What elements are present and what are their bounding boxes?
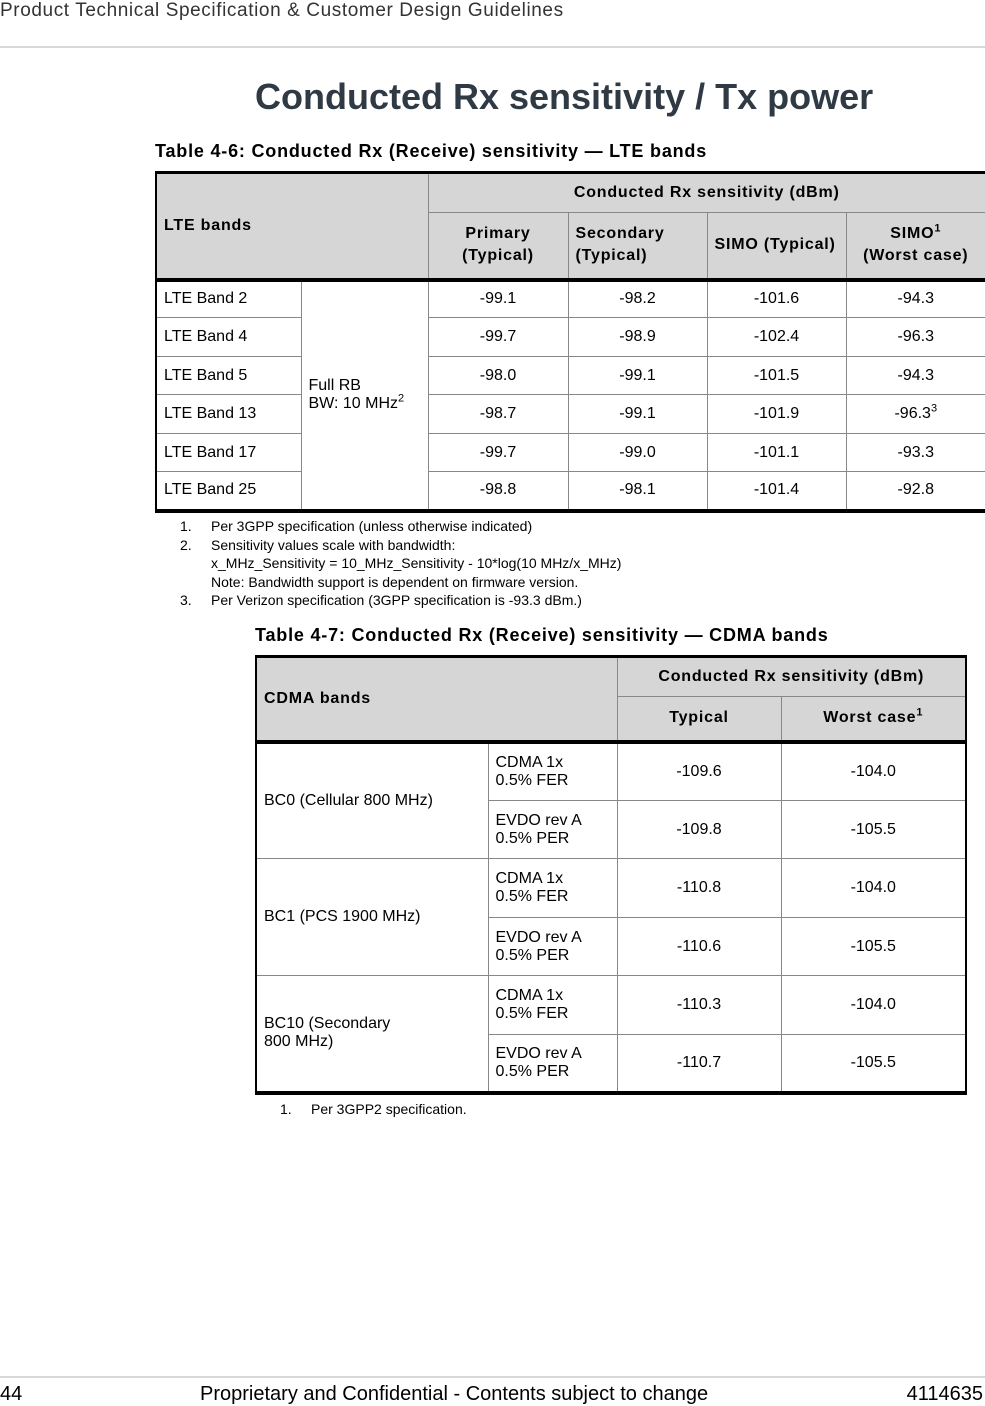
simo-worst-cell: -93.3: [846, 434, 985, 472]
worst-case-cell: -104.0: [781, 742, 966, 801]
mode-cell: [488, 918, 617, 976]
simo-cell: -102.4: [707, 318, 846, 357]
footer-rule: [0, 1376, 985, 1378]
footnote-number: [155, 573, 211, 592]
band-cell: [256, 976, 488, 1093]
footnote-ref: 2: [398, 392, 405, 405]
band-cell: LTE Band 13: [156, 395, 301, 434]
subheader-primary: Primary (Typical): [428, 213, 568, 280]
footnote-number: [155, 554, 211, 573]
col-header-lte-bands: LTE bands: [156, 173, 428, 280]
mode-name: EVDO rev A: [495, 1044, 582, 1062]
mode-cell: [488, 742, 617, 801]
table-row: [156, 318, 985, 357]
table-4-7-footnotes: [255, 1100, 467, 1119]
table-row: [156, 395, 985, 434]
subheader-typical: Typical: [617, 697, 781, 742]
mode-criterion: 0.5% PER: [495, 1062, 570, 1080]
table-row: [256, 742, 966, 801]
mode-cell: [488, 801, 617, 859]
simo-worst-value: -96.3: [894, 405, 931, 422]
mode-criterion: 0.5% PER: [495, 829, 570, 847]
header-rule: [0, 46, 985, 48]
band-line1: BC10 (Secondary: [264, 1015, 391, 1033]
simo-cell: -101.1: [707, 434, 846, 472]
subheader-worst-case: [781, 697, 966, 742]
primary-cell: -99.7: [428, 434, 568, 472]
footnote-text: x_MHz_Sensitivity = 10_MHz_Sensitivity - 10*log(10 MHz/x_MHz): [211, 555, 622, 571]
group-header-sensitivity: Conducted Rx sensitivity (dBm): [617, 657, 966, 697]
secondary-cell: -98.9: [568, 318, 707, 357]
worst-case-cell: -105.5: [781, 918, 966, 976]
band-cell: LTE Band 17: [156, 434, 301, 472]
band-cell: LTE Band 2: [156, 280, 301, 318]
footnote: [155, 554, 621, 573]
footnote: [155, 573, 621, 592]
simo-worst-cell: -92.8: [846, 472, 985, 511]
band-cell: BC1 (PCS 1900 MHz): [256, 859, 488, 976]
typical-cell: -110.7: [617, 1035, 781, 1093]
section-title: Conducted Rx sensitivity / Tx power: [255, 76, 874, 117]
band-cell: LTE Band 25: [156, 472, 301, 511]
mode-name: EVDO rev A: [495, 811, 582, 829]
simo-cell: -101.9: [707, 395, 846, 434]
simo-cell: -101.4: [707, 472, 846, 511]
secondary-cell: -98.1: [568, 472, 707, 511]
footer-confidentiality: Proprietary and Confidential - Contents subject to change: [200, 1383, 709, 1405]
worst-case-label: (Worst case): [863, 247, 969, 265]
running-header: Product Technical Specification & Customer Design Guidelines: [0, 0, 564, 21]
primary-cell: -98.8: [428, 472, 568, 511]
band-line2: 800 MHz): [264, 1033, 334, 1051]
table-row: [156, 357, 985, 395]
footnote: [155, 536, 621, 555]
table-row: [256, 976, 966, 1035]
condition-line2: BW: 10 MHz: [308, 395, 398, 412]
cdma-sensitivity-table: [255, 655, 967, 1095]
footnote-number: 2.: [180, 536, 192, 553]
simo-cell: -101.6: [707, 280, 846, 318]
secondary-cell: -99.1: [568, 395, 707, 434]
lte-sensitivity-table: [155, 171, 985, 513]
footnote-text: Per 3GPP2 specification.: [311, 1101, 467, 1117]
typical-cell: -110.8: [617, 859, 781, 918]
footnote-text: Per 3GPP specification (unless otherwise indicated): [211, 518, 533, 534]
secondary-cell: -99.0: [568, 434, 707, 472]
footnote-text: Note: Bandwidth support is dependent on firmware version.: [211, 573, 579, 590]
worst-case-cell: -104.0: [781, 976, 966, 1035]
footnote-ref: 1: [934, 222, 942, 235]
worst-case-cell: -104.0: [781, 859, 966, 918]
band-cell: LTE Band 4: [156, 318, 301, 357]
simo-worst-cell: [846, 395, 985, 434]
typical-cell: -109.8: [617, 801, 781, 859]
footnote-text: Sensitivity values scale with bandwidth:: [211, 536, 456, 553]
worst-case-label: Worst case: [823, 709, 917, 727]
footnote: [255, 1100, 467, 1119]
subheader-secondary: Secondary (Typical): [568, 213, 707, 280]
group-header-sensitivity: Conducted Rx sensitivity (dBm): [428, 173, 985, 213]
mode-cell: [488, 859, 617, 918]
simo-worst-cell: -94.3: [846, 357, 985, 395]
typical-cell: -110.6: [617, 918, 781, 976]
worst-case-cell: -105.5: [781, 801, 966, 859]
mode-name: CDMA 1x: [495, 870, 564, 887]
mode-criterion: 0.5% FER: [495, 888, 569, 905]
table-row: [156, 280, 985, 318]
col-header-cdma-bands: CDMA bands: [256, 657, 617, 742]
footnote-ref: 1: [916, 706, 924, 719]
table-row: [156, 434, 985, 472]
mode-cell: [488, 1035, 617, 1093]
table-row: [156, 472, 985, 511]
mode-name: CDMA 1x: [495, 987, 564, 1004]
mode-criterion: 0.5% FER: [495, 771, 569, 789]
primary-cell: -98.0: [428, 357, 568, 395]
subheader-simo: SIMO (Typical): [707, 213, 846, 280]
footnote-number: 1.: [280, 1101, 292, 1117]
primary-cell: -99.1: [428, 280, 568, 318]
condition-line1: Full RB: [308, 377, 361, 394]
band-cell: BC0 (Cellular 800 MHz): [256, 742, 488, 859]
footnote-ref: 3: [930, 402, 938, 415]
simo-label: SIMO: [890, 225, 935, 243]
primary-cell: -99.7: [428, 318, 568, 357]
secondary-cell: -98.2: [568, 280, 707, 318]
condition-cell: [301, 280, 428, 511]
table-row: [256, 859, 966, 918]
primary-cell: -98.7: [428, 395, 568, 434]
footnote: [155, 591, 621, 610]
footnote-number: 1.: [180, 518, 192, 534]
mode-criterion: 0.5% PER: [495, 946, 570, 964]
mode-cell: [488, 976, 617, 1035]
footnote-text: Per Verizon specification (3GPP specification is -93.3 dBm.): [211, 592, 582, 608]
secondary-cell: -99.1: [568, 357, 707, 395]
page-number: 44: [0, 1383, 23, 1405]
band-cell: LTE Band 5: [156, 357, 301, 395]
typical-cell: -110.3: [617, 976, 781, 1035]
table-4-6-caption: Table 4-6: Conducted Rx (Receive) sensitivity — LTE bands: [155, 141, 708, 161]
simo-worst-cell: -94.3: [846, 280, 985, 318]
table-4-6-footnotes: [155, 517, 621, 610]
mode-name: EVDO rev A: [495, 928, 582, 946]
mode-criterion: 0.5% FER: [495, 1005, 569, 1022]
table-4-7-caption: Table 4-7: Conducted Rx (Receive) sensitivity — CDMA bands: [255, 625, 829, 645]
simo-worst-cell: -96.3: [846, 318, 985, 357]
document-number: 4114635: [906, 1383, 983, 1405]
worst-case-cell: -105.5: [781, 1035, 966, 1093]
typical-cell: -109.6: [617, 742, 781, 801]
subheader-simo-worst: [846, 213, 985, 280]
simo-cell: -101.5: [707, 357, 846, 395]
mode-name: CDMA 1x: [495, 753, 564, 771]
footnote: [155, 517, 621, 536]
footnote-number: 3.: [180, 592, 192, 608]
